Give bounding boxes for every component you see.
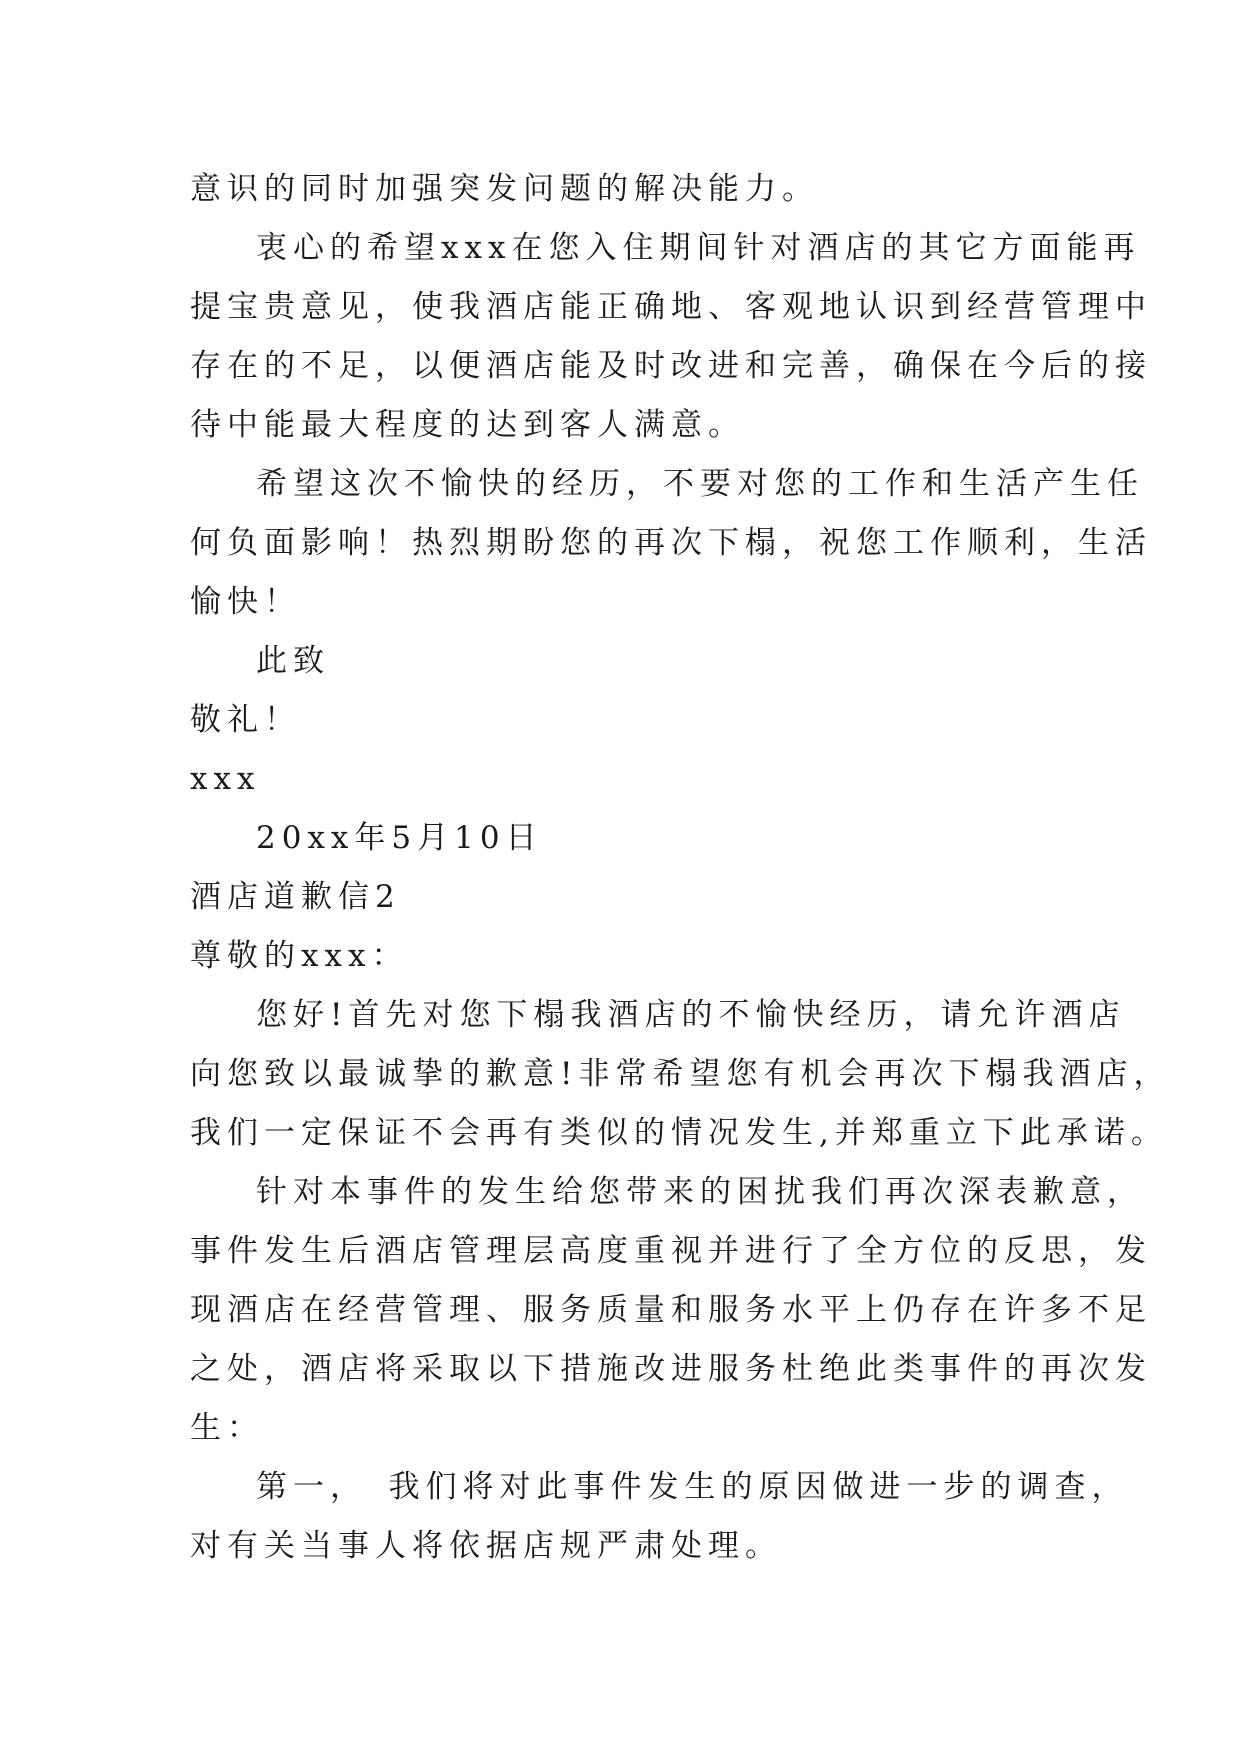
text-line: 希望这次不愉快的经历，不要对您的工作和生活产生任	[256, 466, 1144, 502]
text-line: 何负面影响！热烈期盼您的再次下榻，祝您工作顺利，生活	[190, 525, 1152, 561]
document-page	[190, 160, 1171, 1576]
text-line: 之处，酒店将采取以下措施改进服务杜绝此类事件的再次发	[190, 1351, 1152, 1387]
text-line: 针对本事件的发生给您带来的困扰我们再次深表歉意，	[256, 1174, 1144, 1210]
text-line: 向您致以最诚挚的歉意!非常希望您有机会再次下榻我酒店，	[190, 1056, 1171, 1092]
text-line: 现酒店在经营管理、服务质量和服务水平上仍存在许多不足	[190, 1292, 1152, 1328]
text-line: 尊敬的xxx：	[190, 938, 409, 974]
text-line: 存在的不足，以便酒店能及时改进和完善，确保在今后的接	[190, 348, 1152, 384]
text-line: 对有关当事人将依据店规严肃处理。	[190, 1528, 782, 1564]
text-line: 敬礼！	[190, 702, 301, 738]
text-line: 待中能最大程度的达到客人满意。	[190, 407, 745, 443]
text-line: 愉快！	[190, 584, 301, 620]
text-line: 酒店道歉信2	[190, 879, 401, 915]
text-line: 此致	[256, 643, 330, 679]
text-line: 我们一定保证不会再有类似的情况发生,并郑重立下此承诺。	[190, 1115, 1168, 1151]
text-line: 第一， 我们将对此事件发生的原因做进一步的调查，	[256, 1469, 1129, 1505]
text-line: 您好!首先对您下榻我酒店的不愉快经历，请允许酒店	[256, 997, 1126, 1033]
text-line: 生：	[190, 1410, 264, 1446]
text-line: 衷心的希望xxx在您入住期间针对酒店的其它方面能再	[256, 230, 1141, 266]
text-line: 20xx年5月10日	[256, 820, 543, 856]
text-line: 意识的同时加强突发问题的解决能力。	[190, 171, 819, 207]
text-line: 提宝贵意见，使我酒店能正确地、客观地认识到经营管理中	[190, 289, 1152, 325]
text-line: 事件发生后酒店管理层高度重视并进行了全方位的反思，发	[190, 1233, 1152, 1269]
text-line: xxx	[190, 761, 261, 797]
